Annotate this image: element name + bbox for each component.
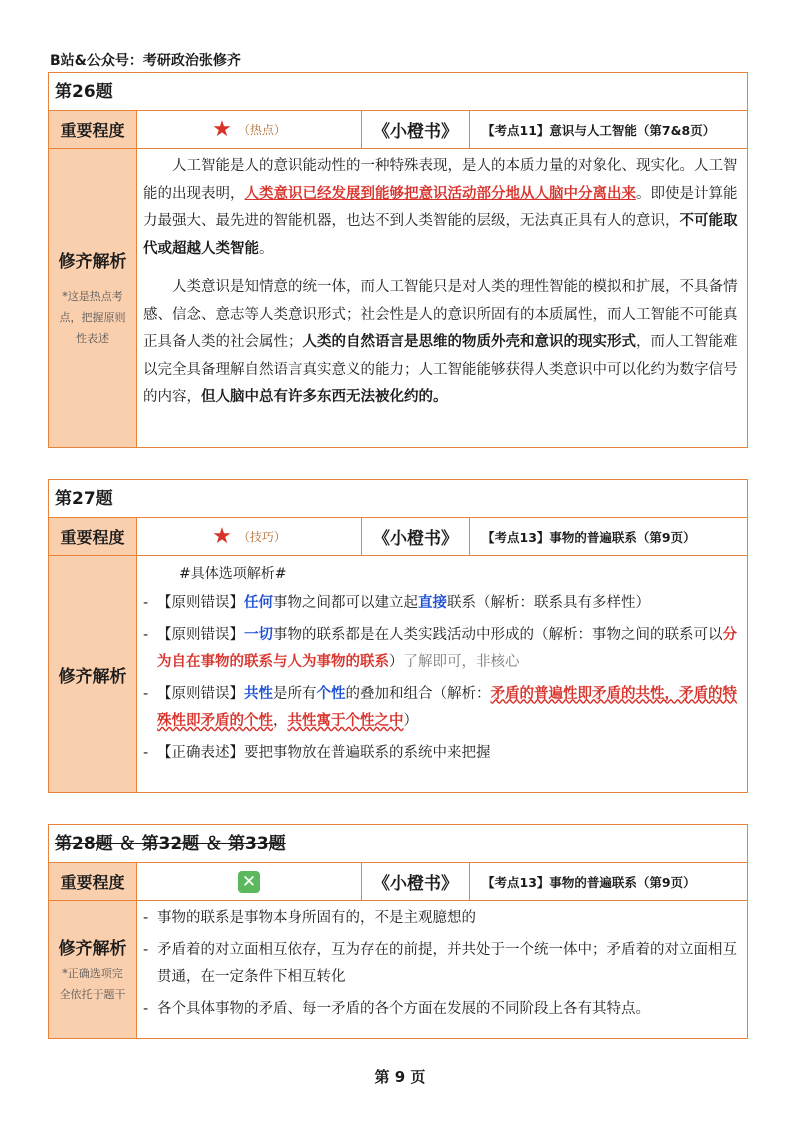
analysis-label-cell (49, 149, 137, 447)
importance-label: 重要程度 (49, 111, 137, 148)
page-header: B站&公众号：考研政治张修齐 (50, 53, 241, 69)
exam-point: 【考点13】事物的普遍联系（第9页） (482, 529, 696, 545)
blue-text: 共性 (244, 685, 273, 702)
text: 各个具体事物的矛盾、每一矛盾的各个方面在发展的不同阶段上各有其特点。 (157, 1000, 650, 1017)
star-icon: ★ (212, 524, 232, 549)
analysis-label: 修齐解析 (58, 252, 127, 272)
exam-point: 【考点11】意识与人工智能（第7&8页） (482, 122, 716, 138)
list-item: - 各个具体事物的矛盾、每一矛盾的各个方面在发展的不同阶段上各有其特点。 (143, 996, 739, 1024)
importance-rating (137, 518, 362, 555)
bold-text: 但人脑中总有许多东西无法被化约的。 (201, 389, 448, 405)
bold-text: 不可能取代或超越人类智能 (143, 213, 738, 257)
text: 矛盾着的对立面相互依存，互为存在的前提，并共处于一个统一体中；矛盾着的对立面相互贯通，在一定条件下相互转化 (157, 941, 737, 985)
analysis-note: *正确选项完全依托于题干 (59, 967, 126, 1001)
question-27-block (48, 479, 748, 793)
page-number: 第 9 页 (374, 1068, 426, 1086)
option-analysis-heading: #具体选项解析# (179, 566, 287, 582)
book-label: 《小橙书》 (362, 518, 470, 555)
analysis-label: 修齐解析 (58, 939, 127, 959)
analysis-row (49, 149, 747, 447)
importance-row (49, 111, 747, 149)
text: 【正确表述】要把事物放在普遍联系的系统中来把握 (157, 744, 491, 761)
importance-rating (137, 863, 362, 900)
highlight-text: 人类意识已经发展到能够把意识活动部分地从人脑中分离出来 (244, 185, 636, 202)
blue-text: 个性 (316, 685, 346, 702)
bold-text: 人类的自然语言是思维的物质外壳和意识的现实形式 (302, 334, 636, 350)
text: 联系（解析：联系具有多样性） (447, 595, 650, 611)
text: ， (273, 713, 288, 729)
analysis-content (137, 149, 747, 447)
analysis-row (49, 556, 747, 792)
blue-text: 任何 (244, 595, 273, 611)
blue-text: 直接 (418, 595, 447, 611)
analysis-label: 修齐解析 (58, 666, 127, 687)
analysis-row (49, 901, 747, 1038)
text: 【原则错误】 (157, 626, 244, 643)
analysis-note: *这是热点考点，把握原则性表述 (59, 290, 126, 345)
book-label: 《小橙书》 (362, 863, 470, 900)
question-title: 第26题 (49, 73, 747, 111)
analysis-content (137, 901, 747, 1038)
text: 【原则错误】 (157, 595, 244, 611)
analysis-paragraph (143, 274, 739, 412)
question-28-block (48, 824, 748, 1039)
importance-label: 重要程度 (49, 863, 137, 900)
analysis-paragraph (143, 153, 739, 263)
text: 事物之间都可以建立起 (273, 595, 418, 611)
book-label: 《小橙书》 (362, 111, 470, 148)
question-26-block (48, 72, 748, 448)
text: 事物的联系都是在人类实践活动中形成的（解析：事物之间的联系可以 (273, 626, 723, 643)
list-item: - 【正确表述】要把事物放在普遍联系的系统中来把握 (143, 740, 739, 768)
text: 事物的联系是事物本身所固有的，不是主观臆想的 (157, 910, 476, 926)
gray-note: 了解即可，非核心 (403, 654, 520, 670)
question-title: 第27题 (49, 480, 747, 518)
list-item: - 【原则错误】一切事物的联系都是在人类实践活动中形成的（解析：事物之间的联系可以分为自在事物的联系与人为事物的联系）了解即可，非核心 (143, 626, 737, 670)
analysis-content (137, 556, 747, 792)
text: 。 (259, 240, 274, 257)
text: 。即使是计算能力最强大、最先进的智能机器，也达不到人类智能的层级，无法真正具有人的意识， (143, 185, 738, 229)
list-item: - 【原则错误】共性是所有个性的叠加和组合（解析：矛盾的普遍性即矛盾的共性，矛盾的特殊性即矛盾的个性，共性寓于个性之中） (143, 685, 737, 729)
text: 是所有 (273, 685, 317, 702)
text: 人类意识是知情意的统一体，而人工智能只是对人类的理性智能的模拟和扩展，不具备情感、信念、意志等人类意识形式；社会性是人的意识所固有的本质属性，而人工智能不可能真正具备人类的社会属性； (143, 279, 738, 350)
question-title: 第28题 ＆ 第32题 ＆ 第33题 (49, 825, 747, 863)
analysis-label-cell (49, 901, 137, 1038)
list-item: - 事物的联系是事物本身所固有的，不是主观臆想的 (143, 905, 739, 933)
wavy-red-text: 共性寓于个性之中 (287, 713, 404, 729)
cross-mark-icon: ✕ (238, 871, 260, 893)
importance-label: 重要程度 (49, 518, 137, 555)
importance-tag: （技巧） (237, 530, 286, 544)
text: 人工智能是人的意识能动性的一种特殊表现，是人的本质力量的对象化、现实化。人工智能的出现表明， (143, 158, 738, 202)
text: ，而人工智能难以完全具备理解自然语言真实意义的能力；人工智能能够获得人类意识中可以化约为数字信号的内容， (143, 334, 738, 405)
analysis-label-cell (49, 556, 137, 792)
importance-rating (137, 111, 362, 148)
list-item: - 矛盾着的对立面相互依存，互为存在的前提，并共处于一个统一体中；矛盾着的对立面相互贯通，在一定条件下相互转化 (143, 937, 739, 992)
text: 【原则错误】 (157, 685, 244, 702)
importance-row (49, 518, 747, 556)
text: 的叠加和组合（解析： (345, 685, 491, 702)
importance-row (49, 863, 747, 901)
star-icon: ★ (212, 117, 232, 142)
text: ） (389, 654, 404, 670)
importance-tag: （热点） (237, 123, 286, 137)
red-text: 分为自在事物的联系与人为事物的联系 (157, 626, 737, 670)
blue-text: 一切 (244, 626, 273, 643)
exam-point: 【考点13】事物的普遍联系（第9页） (482, 874, 696, 890)
list-item: - 【原则错误】任何事物之间都可以建立起直接联系（解析：联系具有多样性） (143, 595, 650, 611)
wavy-red-text: 矛盾的普遍性即矛盾的共性，矛盾的特殊性即矛盾的个性 (157, 685, 737, 729)
text: ） (403, 713, 418, 729)
